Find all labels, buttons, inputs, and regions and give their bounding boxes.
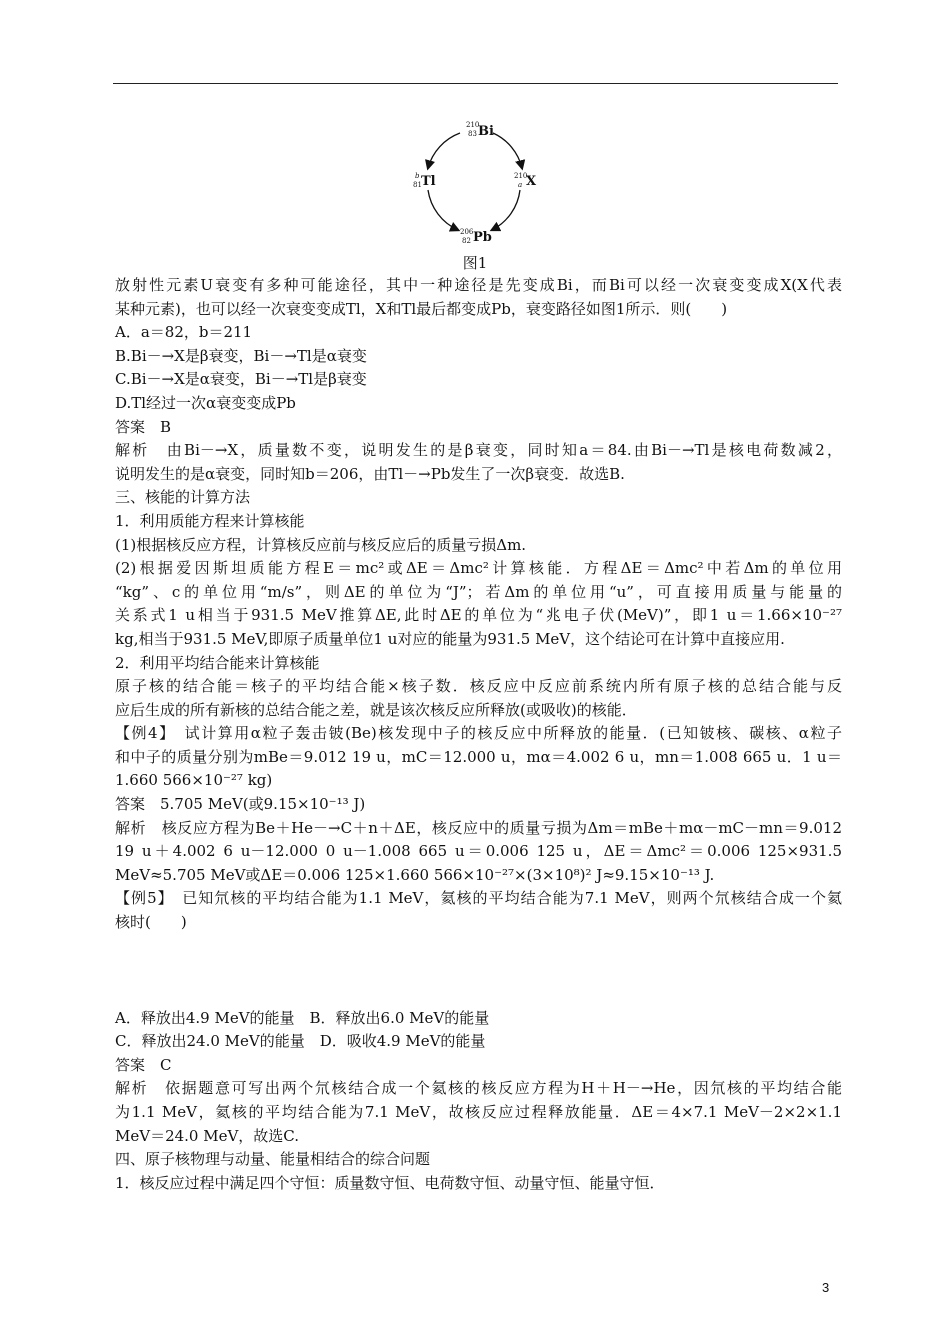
- example-4-line: 【例4】 试计算用α粒子轰击铍(Be)核发现中子的核反应中所释放的能量．(已知铍核、碳核、α粒子: [115, 724, 842, 743]
- subsection-heading: 2．利用平均结合能来计算核能: [115, 653, 320, 672]
- section-heading: 四、原子核物理与动量、能量相结合的综合问题: [115, 1150, 431, 1169]
- svg-text:82: 82: [462, 237, 471, 245]
- svg-text:b: b: [415, 172, 420, 180]
- node-tl: [413, 172, 436, 189]
- analysis-line: MeV≈5.705 MeV或ΔE＝0.006 125×1.660 566×10⁻²⁷×(3×10⁸)² J≈9.15×10⁻¹³ J.: [115, 865, 715, 884]
- page-number: 3: [822, 1280, 830, 1295]
- node-x: [514, 172, 537, 189]
- svg-text:Tl: Tl: [421, 174, 436, 189]
- answer: 答案 B: [115, 417, 172, 436]
- decay-cycle-diagram: [400, 118, 550, 248]
- option-d: D.Tl经过一次α衰变变成Pb: [115, 393, 296, 412]
- svg-text:83: 83: [468, 130, 477, 138]
- svg-text:210: 210: [466, 121, 480, 129]
- figure-caption: 图1: [462, 254, 488, 272]
- example-4-line: 1.660 566×10⁻²⁷ kg): [115, 771, 273, 790]
- paragraph-line: “kg”、c的单位用“m/s”，则ΔE的单位为“J”；若Δm的单位用“u”，可直接用质量与能量的: [115, 582, 842, 601]
- paragraph-line: kg,相当于931.5 MeV,即原子质量单位1 u对应的能量为931.5 MeV，这个结论可在计算中直接应用.: [115, 629, 785, 648]
- question-stem-line: 某种元素)，也可以经一次衰变变成Tl，X和Tl最后都变成Pb，衰变路径如图1所示．则( ): [115, 299, 728, 318]
- analysis-line: 解析 由Bi－→X，质量数不变，说明发生的是β衰变，同时知a＝84.由Bi－→Tl是核电荷数减2，: [115, 441, 842, 460]
- analysis-line: 解析 核反应方程为Be＋He－→C＋n＋ΔE，核反应中的质量亏损为Δm＝mBe＋mα－mC－mn＝9.012: [115, 818, 842, 837]
- paragraph-line: 1．核反应过程中满足四个守恒：质量数守恒、电荷数守恒、动量守恒、能量守恒．: [115, 1173, 665, 1192]
- options-ab: A．释放出4.9 MeV的能量 B．释放出6.0 MeV的能量: [115, 1008, 490, 1027]
- blank-space: [115, 935, 842, 1007]
- svg-text:X: X: [526, 174, 537, 189]
- header-rule: [113, 83, 838, 84]
- option-a: A．a＝82，b＝211: [115, 323, 253, 342]
- svg-text:81: 81: [413, 181, 422, 189]
- analysis-line: 19 u＋4.002 6 u－12.000 0 u－1.008 665 u＝0.006 125 u，ΔE＝Δmc²＝0.006 125×931.5: [115, 842, 842, 861]
- svg-text:Pb: Pb: [473, 230, 492, 245]
- analysis-line: MeV＝24.0 MeV，故选C.: [115, 1126, 300, 1145]
- paragraph-line: 关系式1 u相当于931.5 MeV推算ΔE,此时ΔE的单位为“兆电子伏(MeV)”，即1 u＝1.66×10⁻²⁷: [115, 606, 842, 625]
- options-cd: C．释放出24.0 MeV的能量 D．吸收4.9 MeV的能量: [115, 1032, 486, 1051]
- paragraph-line: 原子核的结合能＝核子的平均结合能×核子数．核反应中反应前系统内所有原子核的总结合能与反: [115, 677, 842, 696]
- svg-text:206: 206: [460, 228, 474, 236]
- analysis-line: 说明发生的是α衰变，同时知b＝206，由Tl－→Pb发生了一次β衰变．故选B.: [115, 464, 625, 483]
- subsection-heading: 1．利用质能方程来计算核能: [115, 511, 305, 530]
- option-b: B.Bi－→X是β衰变，Bi－→Tl是α衰变: [115, 346, 367, 365]
- svg-text:a: a: [518, 181, 523, 189]
- arrow-x-to-pb: [492, 190, 520, 230]
- node-pb: [460, 228, 492, 245]
- analysis-line: 为1.1 MeV，氦核的平均结合能为7.1 MeV，故核反应过程释放能量．ΔE＝4×7.1 MeV－2×2×1.1: [115, 1103, 842, 1121]
- example-5-line: 核时( ): [115, 913, 187, 932]
- arrow-tl-to-pb: [428, 190, 458, 230]
- svg-text:Bi: Bi: [478, 124, 494, 139]
- page-content: [115, 274, 842, 1195]
- node-bi: [466, 121, 494, 139]
- question-stem-line: 放射性元素U衰变有多种可能途径，其中一种途径是先变成Bi，而Bi可以经一次衰变变成X(X代表: [115, 276, 842, 294]
- paragraph-line: (2)根据爱因斯坦质能方程E＝mc²或ΔE＝Δmc²计算核能．方程ΔE＝Δmc²中若Δm的单位用: [115, 559, 842, 578]
- arrow-bi-to-x: [493, 133, 522, 168]
- section-heading: 三、核能的计算方法: [115, 488, 251, 507]
- svg-text:210: 210: [514, 172, 528, 180]
- paragraph-line: (1)根据核反应方程，计算核反应前与核反应后的质量亏损Δm.: [115, 535, 527, 554]
- option-c: C.Bi－→X是α衰变，Bi－→Tl是β衰变: [115, 370, 367, 389]
- paragraph-line: 应后生成的所有新核的总结合能之差，就是该次核反应所释放(或吸收)的核能．: [115, 700, 637, 719]
- answer: 答案 5.705 MeV(或9.15×10⁻¹³ J): [115, 795, 366, 814]
- example-4-line: 和中子的质量分别为mBe＝9.012 19 u，mC＝12.000 u，mα＝4.002 6 u，mn＝1.008 665 u．1 u＝: [115, 747, 842, 766]
- analysis-line: 解析 依据题意可写出两个氘核结合成一个氦核的核反应方程为H＋H－→He，因氘核的平均结合能: [115, 1079, 842, 1098]
- example-5-line: 【例5】 已知氘核的平均结合能为1.1 MeV，氦核的平均结合能为7.1 MeV，则两个氘核结合成一个氦: [115, 889, 842, 908]
- answer: 答案 C: [115, 1055, 172, 1074]
- arrow-bi-to-tl: [428, 133, 460, 168]
